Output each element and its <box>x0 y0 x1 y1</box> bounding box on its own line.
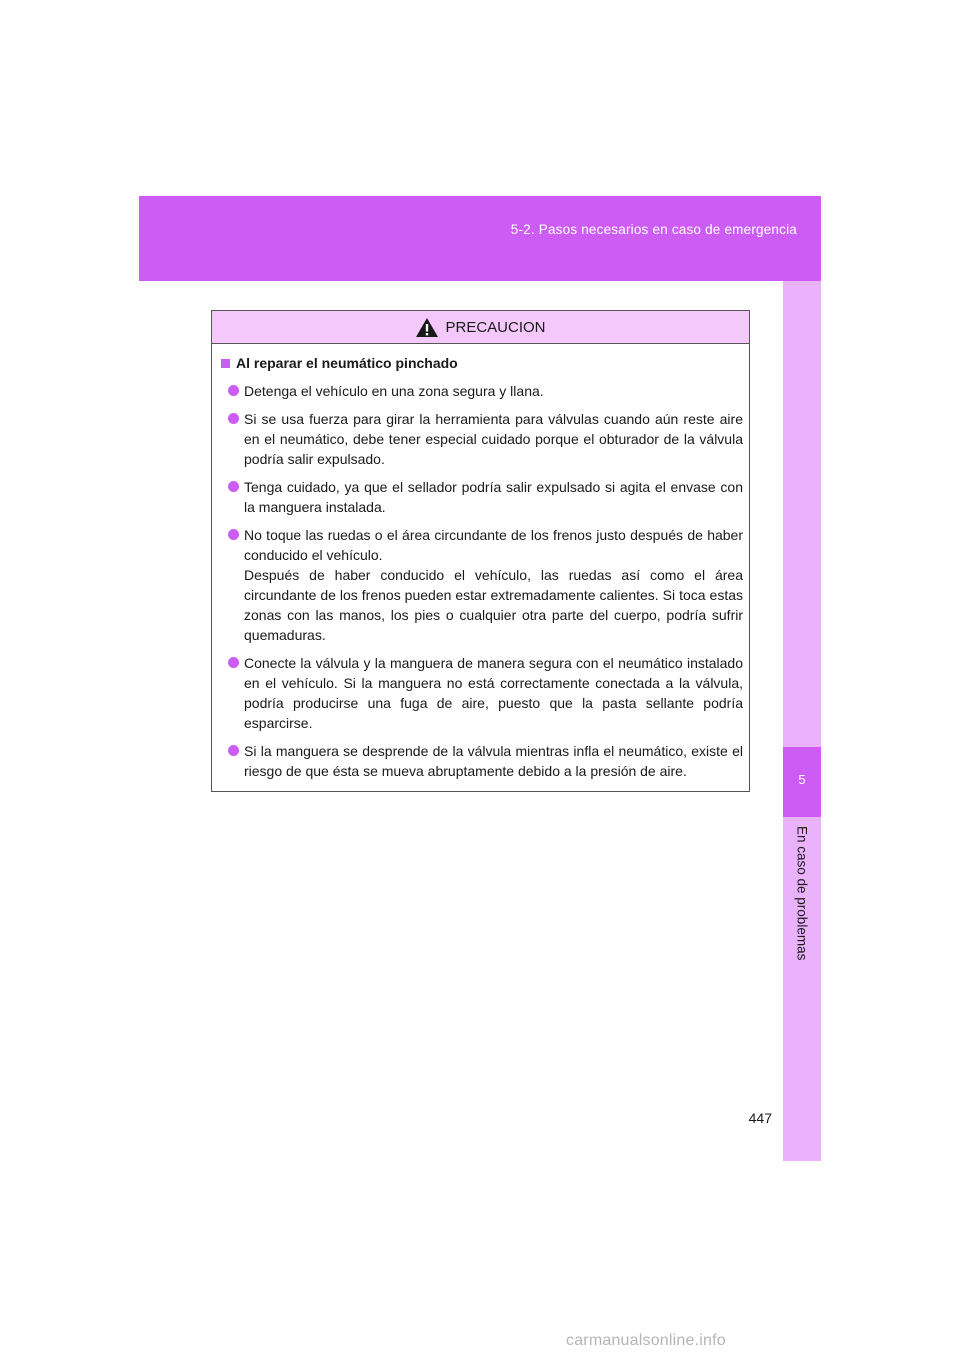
caution-item-text: Tenga cuidado, ya que el sellador podría salir expulsado si agita el envase con la manguera instalada. <box>244 479 743 515</box>
square-bullet-icon <box>221 359 230 368</box>
caution-subheading-text: Al reparar el neumático pinchado <box>236 355 458 371</box>
caution-item <box>221 653 743 733</box>
caution-title: PRECAUCION <box>445 318 546 336</box>
caution-subheading <box>221 353 743 373</box>
caution-item-text: Si la manguera se desprende de la válvula mientras infla el neumático, existe el riesgo de que ésta se mueva abruptamente debido a la presión de aire. <box>244 743 743 779</box>
caution-item-text: Conecte la válvula y la manguera de manera segura con el neumático instalado en el vehículo. Si la manguera no está correctamente conectada a la válvula, podría producirse una fuga de aire, puesto que la pasta sellante podría esparcirse. <box>244 655 743 731</box>
caution-item <box>221 409 743 469</box>
caution-item <box>221 525 743 645</box>
caution-item-text: Detenga el vehículo en una zona segura y llana. <box>244 383 544 399</box>
page-number: 447 <box>748 1110 772 1126</box>
side-strip <box>783 281 821 1161</box>
bullet-dot-icon <box>228 529 239 540</box>
bullet-dot-icon <box>228 413 239 424</box>
caution-item-extra: Después de haber conducido el vehículo, las ruedas así como el área circundante de los frenos pueden estar extremadamente calientes. Si toca estas zonas con las manos, los pies o cualquier otra parte del cuerpo, podría sufrir quemaduras. <box>244 567 743 643</box>
caution-item <box>221 381 743 401</box>
chapter-label: En caso de problemas <box>794 826 810 961</box>
bullet-dot-icon <box>228 385 239 396</box>
section-title: 5-2. Pasos necesarios en caso de emergencia <box>510 222 797 237</box>
caution-item-text: Si se usa fuerza para girar la herramienta para válvulas cuando aún reste aire en el neumático, debe tener especial cuidado porque el obturador de la válvula podría salir expulsado. <box>244 411 743 467</box>
warning-icon <box>415 317 439 338</box>
bullet-dot-icon <box>228 481 239 492</box>
chapter-tab <box>783 747 821 817</box>
caution-item <box>221 741 743 781</box>
caution-list <box>221 381 743 781</box>
caution-item-text: No toque las ruedas o el área circundante de los frenos justo después de haber conducido el vehículo. <box>244 527 743 563</box>
chapter-number: 5 <box>798 772 806 787</box>
caution-item <box>221 477 743 517</box>
caution-body <box>212 344 749 781</box>
caution-box <box>211 310 750 792</box>
header-band <box>139 196 821 281</box>
caution-header <box>212 311 749 344</box>
bullet-dot-icon <box>228 745 239 756</box>
bullet-dot-icon <box>228 657 239 668</box>
watermark: carmanualsonline.info <box>566 1332 726 1349</box>
